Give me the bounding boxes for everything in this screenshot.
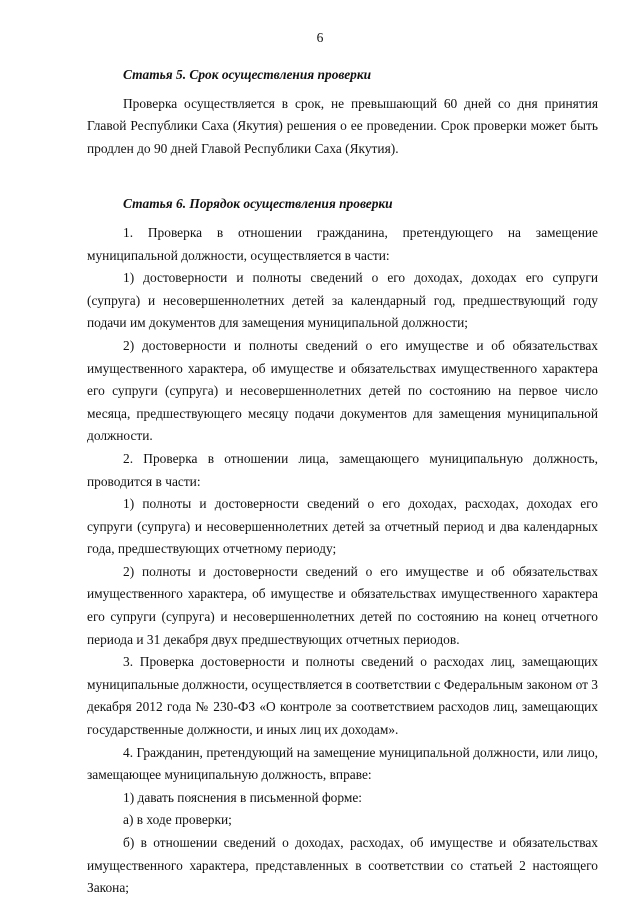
page-number: 6 [316,30,324,45]
section-spacer [87,160,598,193]
article-6-paragraph: а) в ходе проверки; [123,812,232,828]
article-6-paragraph: б) в отношении сведений о доходах, расходах, об имуществе и обязательствах имущественного характера, представленных в соответствии со статьей 2 настоящего Закона; [87,835,598,896]
article-5-heading: Статья 5. Срок осуществления проверки [123,67,372,82]
article-6-paragraph: 3. Проверка достоверности и полноты сведений о расходах лиц, замещающих муниципальные должности, осуществляется в соответствии с Федеральным законом от 3 декабря 2012 года № 230-ФЗ «О контроле за соответствием расходов лиц, замещающих государственные должности, и иных лиц их доходам». [87,654,598,738]
article-6-paragraph: 2) полноты и достоверности сведений о его имуществе и об обязательствах имущественного характера, об имуществе и обязательствах имущественного характера его супруги (супруга) и несовершеннолетних детей по состоянию на конец отчетного периода и 31 декабря двух предшествующих отчетных периодов. [87,563,598,647]
article-6-paragraph: 1) полноты и достоверности сведений о его доходах, расходах, доходах его супруги (супруга) и несовершеннолетних детей за отчетный период и два календарных года, предшествующих отчетному периоду; [87,496,598,557]
article-6-paragraph: 1. Проверка в отношении гражданина, претендующего на замещение муниципальной должности, осуществляется в части: [87,224,598,263]
document-body [87,64,598,900]
article-6-paragraph: 2) достоверности и полноты сведений о его имуществе и об обязательствах имущественного характера, об имуществе и обязательствах имущественного характера его супруги (супруга) и несовершеннолетних детей по состоянию на первое число месяца, предшествующего месяцу подачи документов для замещения муниципальной должности. [87,337,598,444]
article-6-paragraph: 2. Проверка в отношении лица, замещающего муниципальную должность, проводится в части: [87,450,598,489]
article-6-paragraph: 1) достоверности и полноты сведений о его доходах, доходах его супруги (супруга) и несовершеннолетних детей за календарный год, предшествующий году подачи им документов для замещения муниципальной должности; [87,270,598,331]
article-6-paragraph: 4. Гражданин, претендующий на замещение муниципальной должности, или лицо, замещающее муниципальную должность, вправе: [87,744,598,783]
article-6-heading: Статья 6. Порядок осуществления проверки [123,196,393,212]
article-6-paragraph: 1) давать пояснения в письменной форме: [123,789,362,805]
article-5-text: Проверка осуществляется в срок, не превышающий 60 дней со дня принятия Главой Республики Саха (Якутия) решения о ее проведении. Срок проверки может быть продлен до 90 дней Главой Республики Саха (Якутия). [87,95,598,156]
